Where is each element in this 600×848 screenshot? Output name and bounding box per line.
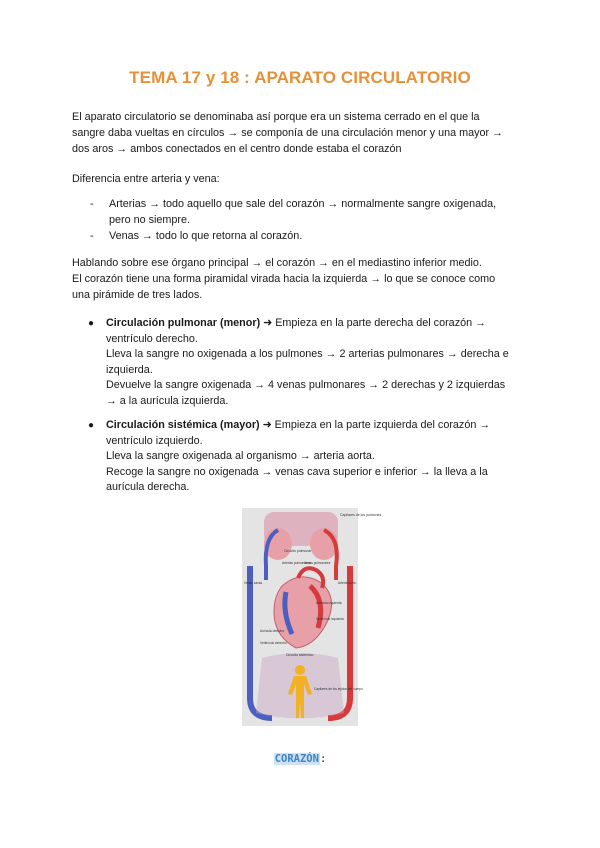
intro-line: dos aros → ambos conectados en el centro donde estaba el corazón: [72, 142, 402, 155]
label-sistemico: Circuito sistémico: [286, 653, 314, 657]
label-cava: Venas cavas: [244, 581, 263, 585]
bullet-text: → a la aurícula izquierda.: [106, 394, 229, 407]
circulation-diagram: [242, 508, 382, 726]
caption-colon: :: [319, 753, 327, 765]
list-item-text: Arterias → todo aquello que sale del corazón → normalmente sangre oxigenada,: [109, 198, 497, 210]
bullet-text: ➜ Empieza en la parte izquierda del corazón →: [259, 419, 491, 431]
bullet-marker: ●: [88, 420, 95, 431]
paragraph-line: El corazón tiene una forma piramidal virada hacia la izquierda → lo que se conoce como: [72, 272, 496, 285]
circulation-svg: [242, 508, 382, 726]
hablando-paragraph: [72, 256, 532, 303]
dash-list: [90, 197, 530, 244]
list-item-text: Venas → todo lo que retorna al corazón.: [109, 229, 303, 242]
bullet-text: ventrículo derecho.: [106, 332, 198, 345]
term-pulmonar: Circulación pulmonar (menor): [106, 317, 261, 329]
dash-marker: -: [90, 229, 94, 242]
list-item-venas: [90, 229, 530, 245]
bullet-marker: ●: [88, 318, 95, 329]
label-auricula-izq: Aurícula izquierda: [316, 601, 342, 605]
bullet-pulmonar: [88, 316, 538, 410]
bullet-text: aurícula derecha.: [106, 481, 190, 494]
paragraph-line: Hablando sobre ese órgano principal → el corazón → en el mediastino inferior medio.: [72, 257, 482, 269]
label-auricula-der: Aurícula derecha: [260, 629, 285, 633]
bullet-text: Recoge la sangre no oxigenada → venas cava superior e inferior → la lleva a la: [106, 465, 488, 478]
label-ventriculo-der: Ventrículo derecho: [260, 641, 287, 645]
page-title: TEMA 17 y 18 : APARATO CIRCULATORIO: [129, 68, 471, 87]
dash-marker: -: [90, 198, 94, 210]
paragraph-line: una pirámide de tres lados.: [72, 288, 203, 301]
term-sistemica: Circulación sistémica (mayor): [106, 419, 260, 431]
bullet-text: ➜ Empieza en la parte derecha del corazón →: [260, 317, 486, 329]
bullet-text: Lleva la sangre oxigenada al organismo → arteria aorta.: [106, 450, 375, 463]
bullet-text: Devuelve la sangre oxigenada → 4 venas pulmonares → 2 derechas y 2 izquierdas: [106, 379, 506, 392]
bullet-text: izquierda.: [106, 363, 153, 376]
diferencia-heading: Diferencia entre arteria y vena:: [72, 173, 220, 185]
list-item-text: pero no siempre.: [109, 213, 191, 226]
caption-word: CORAZÓN: [274, 753, 319, 765]
bullet-text: ventrículo izquierdo.: [106, 434, 203, 447]
label-cap-top: Capilares de los pulmones: [340, 513, 382, 517]
intro-line: El aparato circulatorio se denominaba así porque era un sistema cerrado en el que la: [72, 111, 480, 123]
label-venas: Venas pulmonares: [304, 561, 331, 565]
bullet-text: Lleva la sangre no oxigenada a los pulmones → 2 arterias pulmonares → derecha e: [106, 348, 509, 361]
label-aorta: Arteria aorta: [338, 581, 356, 585]
list-item-arterias: [90, 197, 530, 229]
bullet-sistemica: [88, 418, 538, 496]
label-pulmonar: Circuito pulmonar: [284, 549, 312, 553]
label-arterias: Arterias pulmonares: [282, 561, 311, 565]
label-ventriculo-izq: Ventrículo izquierdo: [316, 617, 344, 621]
intro-line: sangre daba vueltas en círculos → se componía de una circulación menor y una mayor →: [72, 126, 503, 139]
label-cap-bottom: Capilares de los tejidos del cuerpo: [314, 687, 363, 691]
figure-caption: [0, 753, 600, 765]
body-head: [295, 665, 305, 675]
intro-paragraph: [72, 110, 532, 157]
